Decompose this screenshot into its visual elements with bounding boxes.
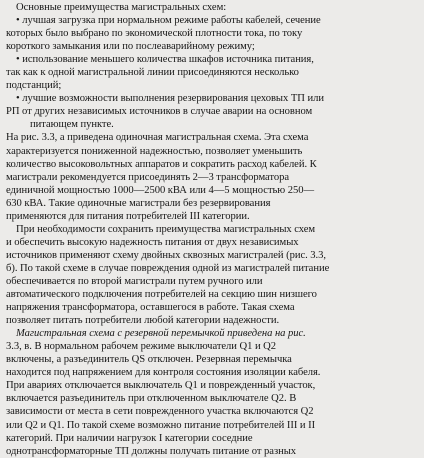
paragraph-line: обеспечивается по второй магистрали путем ручного или: [6, 275, 263, 287]
bullet-line: • лучшая загрузка при нормальном режиме работы кабелей, сечение: [16, 15, 321, 27]
paragraph-line: применяются для питания потребителей III категории.: [6, 210, 250, 222]
paragraph-line: магистрали рекомендуется присоединять 2—3 трансформатора: [6, 171, 289, 183]
paragraph-line: количество высоковольтных аппаратов и сократить расход кабелей. К: [6, 158, 317, 170]
paragraph-line: или Q2 и Q1. По такой схеме возможно питание потребителей III и II: [6, 419, 316, 431]
bullet-list: [6, 14, 418, 131]
paragraph-line: и обеспечить высокую надежность питания от двух независимых: [6, 236, 299, 248]
paragraph-line: Магистральная схема с резервной перемычкой приведена на рис.: [16, 328, 306, 340]
bullet-line: • лучшие возможности выполнения резервирования цеховых ТП или: [16, 93, 324, 105]
paragraph-line: однотрансформаторные ТП должны получать питание от разных: [6, 445, 297, 457]
bullet-line: короткого замыкания или по послеаварийному режиму;: [6, 41, 255, 53]
bullet-line: • использование меньшего количества шкафов источника питания,: [16, 54, 314, 66]
paragraph-line: б). По такой схеме в случае повреждения одной из магистралей питание: [6, 262, 330, 274]
paragraph-line: находится под напряжением для контроля состояния изоляции кабеля.: [6, 367, 321, 379]
section-heading: Основные преимущества магистральных схем:: [16, 2, 227, 13]
paragraph-line: категорий. При наличии нагрузок I категории соседние: [6, 432, 253, 444]
paragraph-line: 630 кВА. Такие одиночные магистрали без резервирования: [6, 197, 271, 209]
bullet-line: подстанций;: [6, 80, 62, 92]
paragraph-line: позволяет питать потребители любой категории надежности.: [6, 315, 280, 327]
paragraph-line: 3.3, в. В нормальном рабочем режиме выключатели Q1 и Q2: [6, 341, 277, 353]
bullet-line: так как к одной магистральной линии присоединяются несколько: [6, 67, 299, 79]
paragraph-line: зависимости от места в сети поврежденного участка включаются Q2: [6, 406, 314, 418]
paragraph-line: включены, а разъединитель QS отключен. Резервная перемычка: [6, 354, 292, 366]
paragraph-line: единичной мощностью 1000—2500 кВА или 4—5 мощностью 250—: [6, 184, 315, 196]
paragraph-line: При авариях отключается выключатель Q1 и поврежденный участок,: [6, 380, 316, 392]
paragraph-line: включается разъединитель при отключенном выключателе Q2. В: [6, 393, 297, 405]
paragraph-double-trunk: [6, 223, 418, 327]
paragraph-line: источников применяют схему двойных сквозных магистралей (рис. 3.3,: [6, 249, 326, 261]
bullet-line: питающем пункте.: [30, 119, 114, 131]
bullet-item: [6, 92, 418, 131]
paragraph-line: При необходимости сохранить преимущества магистральных схем: [16, 223, 316, 235]
paragraph-line: автоматического подключения потребителей на секцию шин низшего: [6, 289, 317, 301]
paragraph-line: напряжения трансформатора, оставшегося в работе. Такая схема: [6, 302, 295, 314]
bullet-item: [6, 53, 418, 92]
bullet-line: которых было выбрано по экономической плотности тока, по току: [6, 28, 303, 40]
paragraph-line: характеризуется пониженной надежностью, позволяет уменьшить: [6, 145, 303, 157]
bullet-item: [6, 14, 418, 53]
paragraph-line: На рис. 3.3, а приведена одиночная магистральная схема. Эта схема: [6, 132, 309, 144]
paragraph-reserve-jumper: [6, 327, 418, 457]
bullet-line: РП от других независимых источников в случае аварии на основном: [6, 106, 313, 118]
paragraph-single-trunk: [6, 131, 418, 222]
